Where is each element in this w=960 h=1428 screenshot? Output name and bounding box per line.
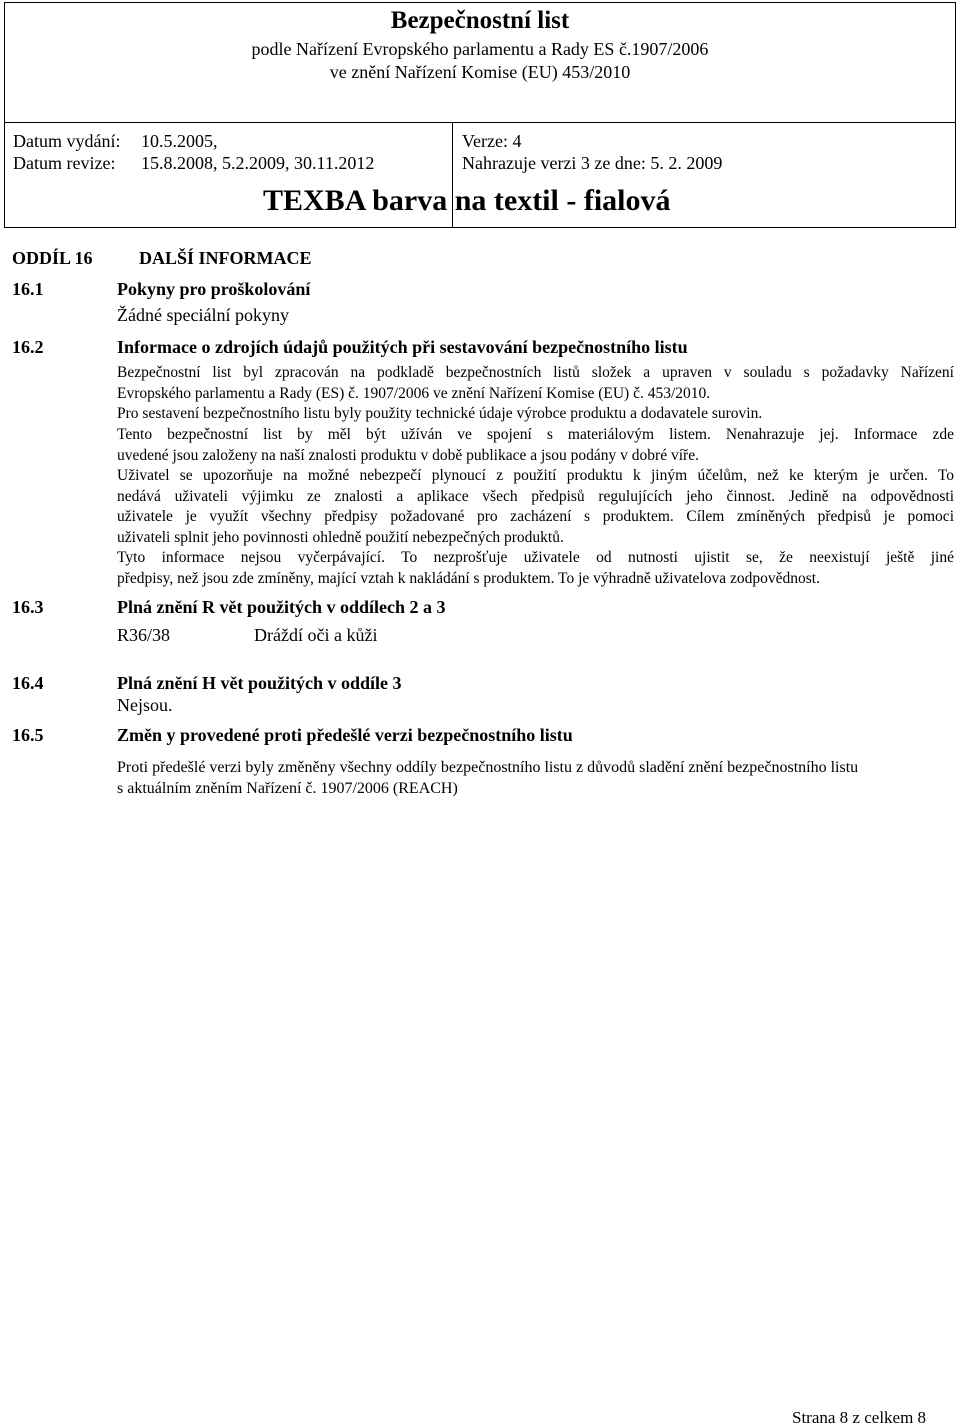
r-phrase-text: Dráždí oči a kůži xyxy=(254,625,378,645)
text-line: uživateli splnit jeho povinnosti ohledně použití nebezpečných produktů. xyxy=(117,529,564,547)
section-number: ODDÍL 16 xyxy=(12,248,93,268)
text-line: uvedené jsou založeny na naší znalosti produktu v době publikace a jsou podány v dobré víře. xyxy=(117,446,699,464)
version-label: Verze: 4 xyxy=(462,131,522,151)
section-title: DALŠÍ INFORMACE xyxy=(139,248,312,268)
subsection-16-2-title: Informace o zdrojích údajů použitých při sestavování bezpečnostního listu xyxy=(117,337,688,357)
subsection-16-1-text: Žádné speciální pokyny xyxy=(117,305,289,325)
text-line: předpisy, než jsou zde zmíněny, mající vztah k nakládání s produktem. To je výhradně uživatelova zodpovědnost. xyxy=(117,569,820,587)
amendment-subtitle: ve znění Nařízení Komise (EU) 453/2010 xyxy=(329,62,631,82)
paragraph-usage xyxy=(117,425,954,466)
text-line: Pro sestavení bezpečnostního listu byly použity technické údaje výrobce produktu a dodavatele surovin. xyxy=(117,405,763,422)
text-line: nedává uživateli výjimku ze znalosti a aplikace všech předpisů regulujících jeho činnost. Jedině na odpovědnosti xyxy=(117,487,954,505)
revision-date-label: Datum revize: xyxy=(13,153,116,173)
header-divider xyxy=(5,122,955,123)
r-phrase-code: R36/38 xyxy=(117,625,171,645)
document-title: Bezpečnostní list xyxy=(390,7,570,34)
text-line: Proti předešlé verzi byly změněny všechny oddíly bezpečnostního listu z důvodů sladění znění bezpečnostního listu xyxy=(117,759,859,776)
subsection-16-4-number: 16.4 xyxy=(12,673,44,693)
text-line: uživatele je využít všechny předpisy požadované pro zacházení s produktem. Cílem zmíněných předpisů je pomoci xyxy=(117,508,954,526)
paragraph-user-warning xyxy=(117,466,954,549)
paragraph-not-exhaustive xyxy=(117,548,954,589)
subsection-16-3-number: 16.3 xyxy=(12,597,44,617)
product-name: TEXBA barva na textil - fialová xyxy=(263,184,671,217)
subsection-16-3-title: Plná znění R vět použitých v oddílech 2 a 3 xyxy=(117,597,446,617)
subsection-16-1-title: Pokyny pro proškolování xyxy=(117,279,311,299)
replaces-version: Nahrazuje verzi 3 ze dne: 5. 2. 2009 xyxy=(462,153,723,173)
subsection-16-2-number: 16.2 xyxy=(12,337,44,357)
text-line: Tyto informace nejsou vyčerpávající. To nezprošťuje uživatele od nutnosti ujistit se, že neexistují ještě jiné xyxy=(117,549,954,566)
document-header xyxy=(4,2,956,228)
subsection-16-5-number: 16.5 xyxy=(12,725,44,745)
text-line: Uživatel se upozorňuje na možné nebezpečí plynoucí z použití produktu k jiným účelům, než ke kterým je určen. To xyxy=(117,467,954,484)
paragraph-technical-data xyxy=(117,404,954,425)
page-number: Strana 8 z celkem 8 xyxy=(792,1408,927,1427)
subsection-16-4-title: Plná znění H vět použitých v oddíle 3 xyxy=(117,673,402,693)
paragraph-changes xyxy=(117,757,954,799)
issue-date-value: 10.5.2005, xyxy=(141,131,218,151)
revision-date-value: 15.8.2008, 5.2.2009, 30.11.2012 xyxy=(141,153,375,173)
subsection-16-5-title: Změn y provedené proti předešlé verzi bezpečnostního listu xyxy=(117,725,573,745)
subsection-16-4-text: Nejsou. xyxy=(117,695,173,715)
text-line: Tento bezpečnostní list by měl být užíván ve spojení s materiálovým listem. Nenahrazuje jej. Informace zde xyxy=(117,426,954,443)
text-line: Bezpečnostní list byl zpracován na podkladě bezpečnostních listů složek a upraven v souladu s požadavky Nařízení xyxy=(117,364,954,381)
regulation-subtitle: podle Nařízení Evropského parlamentu a Rady ES č.1907/2006 xyxy=(251,39,709,59)
text-line: s aktuálním zněním Nařízení č. 1907/2006 (REACH) xyxy=(117,780,458,797)
subsection-16-1-number: 16.1 xyxy=(12,279,44,299)
issue-date-label: Datum vydání: xyxy=(13,131,121,151)
paragraph-sources xyxy=(117,363,954,404)
text-line: Evropského parlamentu a Rady (ES) č. 1907/2006 ve znění Nařízení Komise (EU) č. 453/2010. xyxy=(117,384,711,402)
